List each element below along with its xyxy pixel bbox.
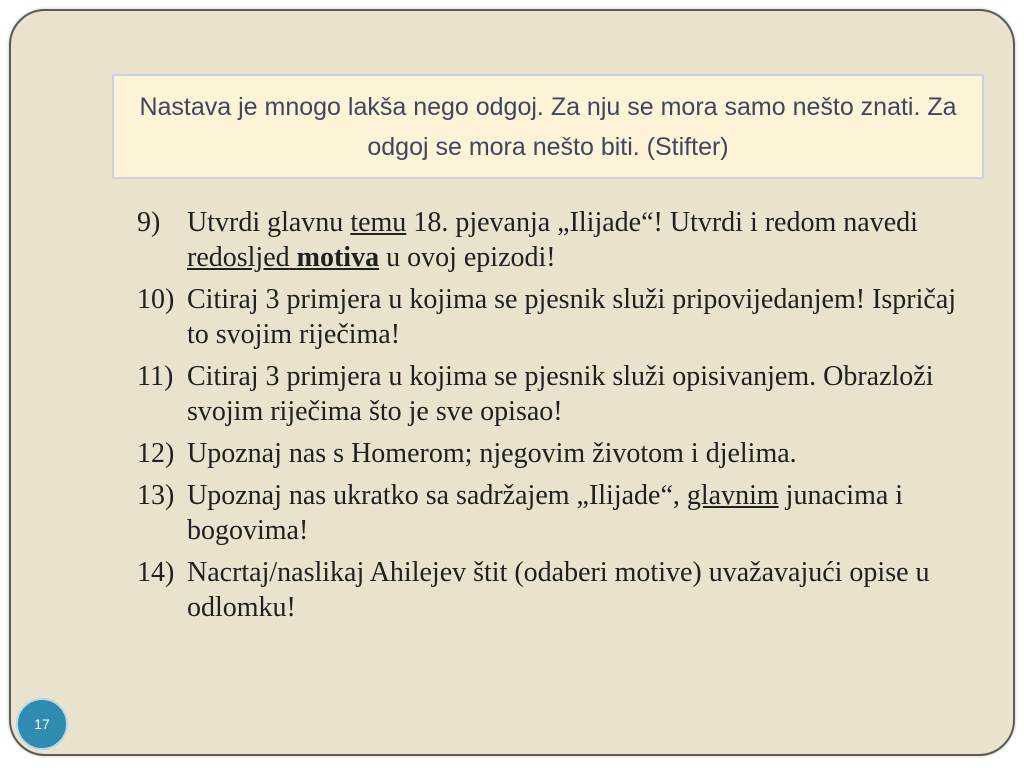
title-box [112, 74, 984, 179]
item-number: 12) [137, 438, 175, 469]
item-text: Citiraj 3 primjera u kojima se pjesnik služi pripovijedanjem! Ispričaj to svojim riječima! [187, 284, 957, 350]
item-number: 11) [137, 361, 174, 392]
item-text: Citiraj 3 primjera u kojima se pjesnik služi opisivanjem. Obrazloži svojim riječima što je sve opisao! [187, 361, 934, 427]
underlined-word: temu [350, 207, 407, 238]
page-number-badge: 17 [16, 698, 68, 750]
list-item [137, 359, 977, 429]
item-text: Nacrtaj/naslikaj Ahilejev štit (odaberi motive) uvažavajući opise u odlomku! [187, 557, 930, 623]
item-text: Upoznaj nas s Homerom; njegovim životom i djelima. [187, 438, 797, 469]
bold-underlined-word: motiva [296, 242, 380, 273]
item-text: Upoznaj nas ukratko sa sadržajem „Ilijade“, glavnim junacima i bogovima! [187, 480, 904, 546]
item-text: Utvrdi glavnu temu 18. pjevanja „Ilijade“! Utvrdi i redom navedi redosljed motiva u ovoj epizodi! [187, 207, 918, 273]
underlined-word: glavnim [686, 480, 779, 511]
task-list [137, 205, 977, 632]
list-item [137, 555, 977, 625]
slide [9, 9, 1015, 756]
item-number: 9) [137, 207, 161, 238]
underlined-word: redosljed [187, 242, 290, 273]
list-item [137, 205, 977, 275]
list-item [137, 436, 977, 471]
list-item [137, 282, 977, 352]
item-number: 10) [137, 284, 175, 315]
slide-title: Nastava je mnogo lakša nego odgoj. Za nju se mora samo nešto znati. Za odgoj se mora nešto biti. (Stifter) [139, 92, 957, 161]
item-number: 14) [137, 557, 175, 588]
list-item [137, 478, 977, 548]
item-number: 13) [137, 480, 175, 511]
